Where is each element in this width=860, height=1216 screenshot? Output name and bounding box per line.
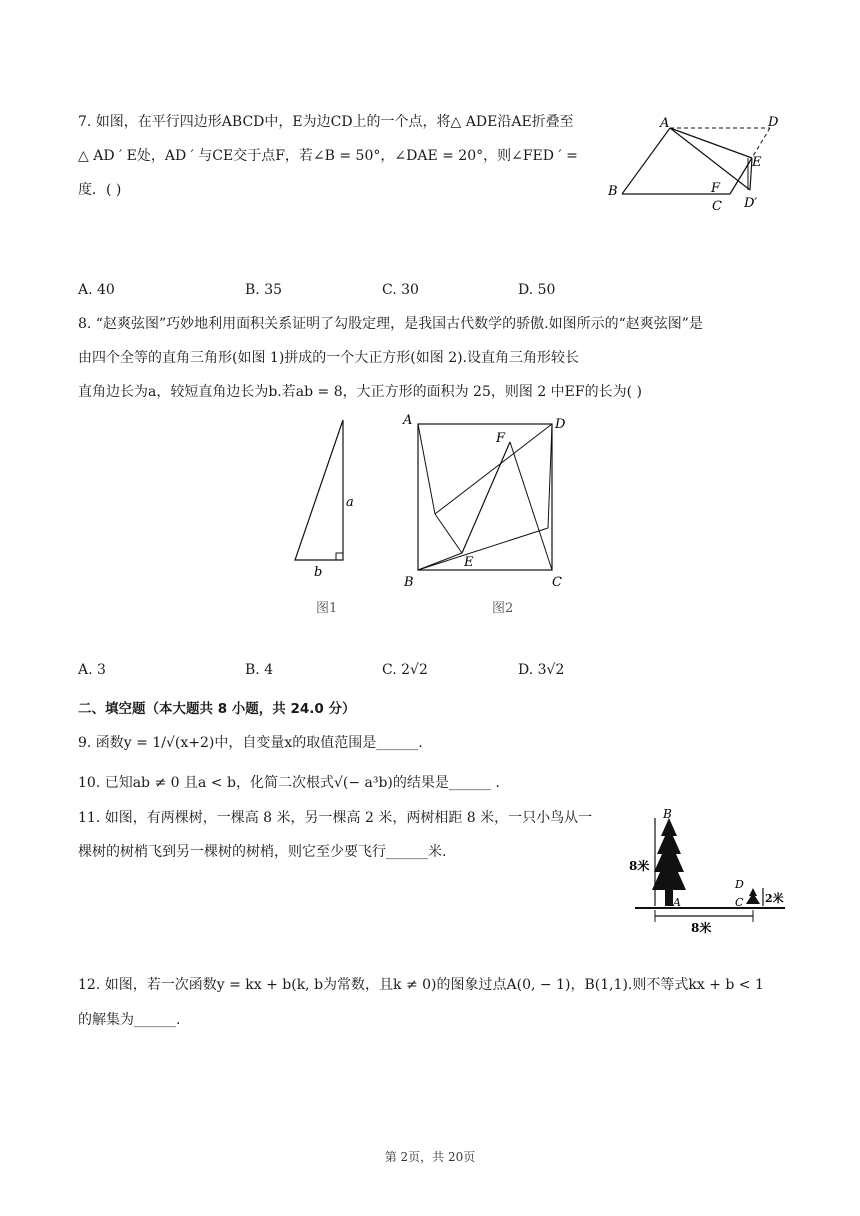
q11-label-d: D — [735, 878, 744, 891]
q11-label-b: B — [663, 807, 672, 821]
fig1-caption: 图1 — [316, 601, 338, 616]
q11-line1: 11. 如图，有两棵树，一棵高 8 米，另一棵高 2 米，两树相距 8 米，一只小鸟从一 — [78, 810, 593, 826]
fig2-label-e: E — [464, 555, 474, 570]
q11-distance: 8米 — [691, 921, 712, 935]
q8-figure — [280, 408, 580, 620]
q7-label-c: C — [712, 199, 722, 214]
q7-label-f: F — [711, 181, 721, 196]
q8-line3: 直角边长为a，较短直角边长为b.若ab = 8，大正方形的面积为 25，则图 2 中EF的长为( ) — [78, 384, 642, 400]
q7-label-dprime: D′ — [744, 196, 758, 211]
q7-label-a: A — [660, 116, 670, 131]
q7-figure — [600, 110, 790, 215]
q7-line2: △ AD ′ E处，AD ′ 与CE交于点F，若∠B = 50°，∠DAE = 20°，则∠FED ′ = — [78, 148, 578, 164]
fig2-label-f: F — [496, 431, 506, 446]
q7-option-b: B. 35 — [245, 282, 283, 298]
q11-label-a: A — [673, 896, 681, 909]
fig2-label-b: B — [404, 575, 414, 590]
q7-label-b: B — [608, 184, 618, 199]
q8-option-a: A. 3 — [78, 662, 106, 678]
q7-label-d: D — [768, 115, 779, 130]
fig1-label-a: a — [346, 495, 354, 510]
q8-line2: 由四个全等的直角三角形(如图 1)拼成的一个大正方形(如图 2).设直角三角形较长 — [78, 350, 580, 366]
q9-text: 9. 函数y = 1/√(x+2)中，自变量x的取值范围是______. — [78, 735, 423, 751]
q11-height-tall: 8米 — [629, 859, 650, 873]
q12-line2: 的解集为______. — [78, 1012, 181, 1028]
fig2-label-a: A — [403, 413, 413, 428]
q8-option-c: C. 2√2 — [382, 662, 428, 678]
q7-line3: 度．( ) — [78, 182, 122, 198]
fig2-label-c: C — [552, 575, 562, 590]
q11-line2: 棵树的树梢飞到另一棵树的树梢，则它至少要飞行______米. — [78, 844, 447, 860]
q7-option-c: C. 30 — [382, 282, 419, 298]
q7-option-a: A. 40 — [78, 282, 115, 298]
q8-line1: 8. “赵爽弦图”巧妙地利用面积关系证明了勾股定理，是我国古代数学的骄傲.如图所示的“赵爽弦图”是 — [78, 316, 703, 332]
q11-label-c: C — [735, 896, 744, 909]
q8-option-d: D. 3√2 — [518, 662, 565, 678]
section-title: 二、填空题（本大题共 8 小题，共 24.0 分） — [78, 701, 356, 717]
q7-option-d: D. 50 — [518, 282, 556, 298]
fig2-caption: 图2 — [492, 601, 514, 616]
q7-line1: 7. 如图，在平行四边形ABCD中，E为边CD上的一个点，将△ ADE沿AE折叠至 — [78, 114, 574, 130]
q12-line1: 12. 如图，若一次函数y = kx + b(k, b为常数，且k ≠ 0)的图象过点A(0, − 1)，B(1,1).则不等式kx + b < 1 — [78, 977, 764, 993]
fig2-label-d: D — [555, 417, 566, 432]
q10-text: 10. 已知ab ≠ 0 且a < b，化简二次根式√(− a³b)的结果是______ . — [78, 775, 500, 791]
q7-label-e: E — [752, 155, 762, 170]
page-footer: 第 2页，共 20页 — [384, 1150, 476, 1164]
q11-height-short: 2米 — [765, 892, 784, 905]
q11-figure — [625, 806, 795, 936]
fig1-label-b: b — [314, 565, 323, 580]
q8-option-b: B. 4 — [245, 662, 274, 678]
